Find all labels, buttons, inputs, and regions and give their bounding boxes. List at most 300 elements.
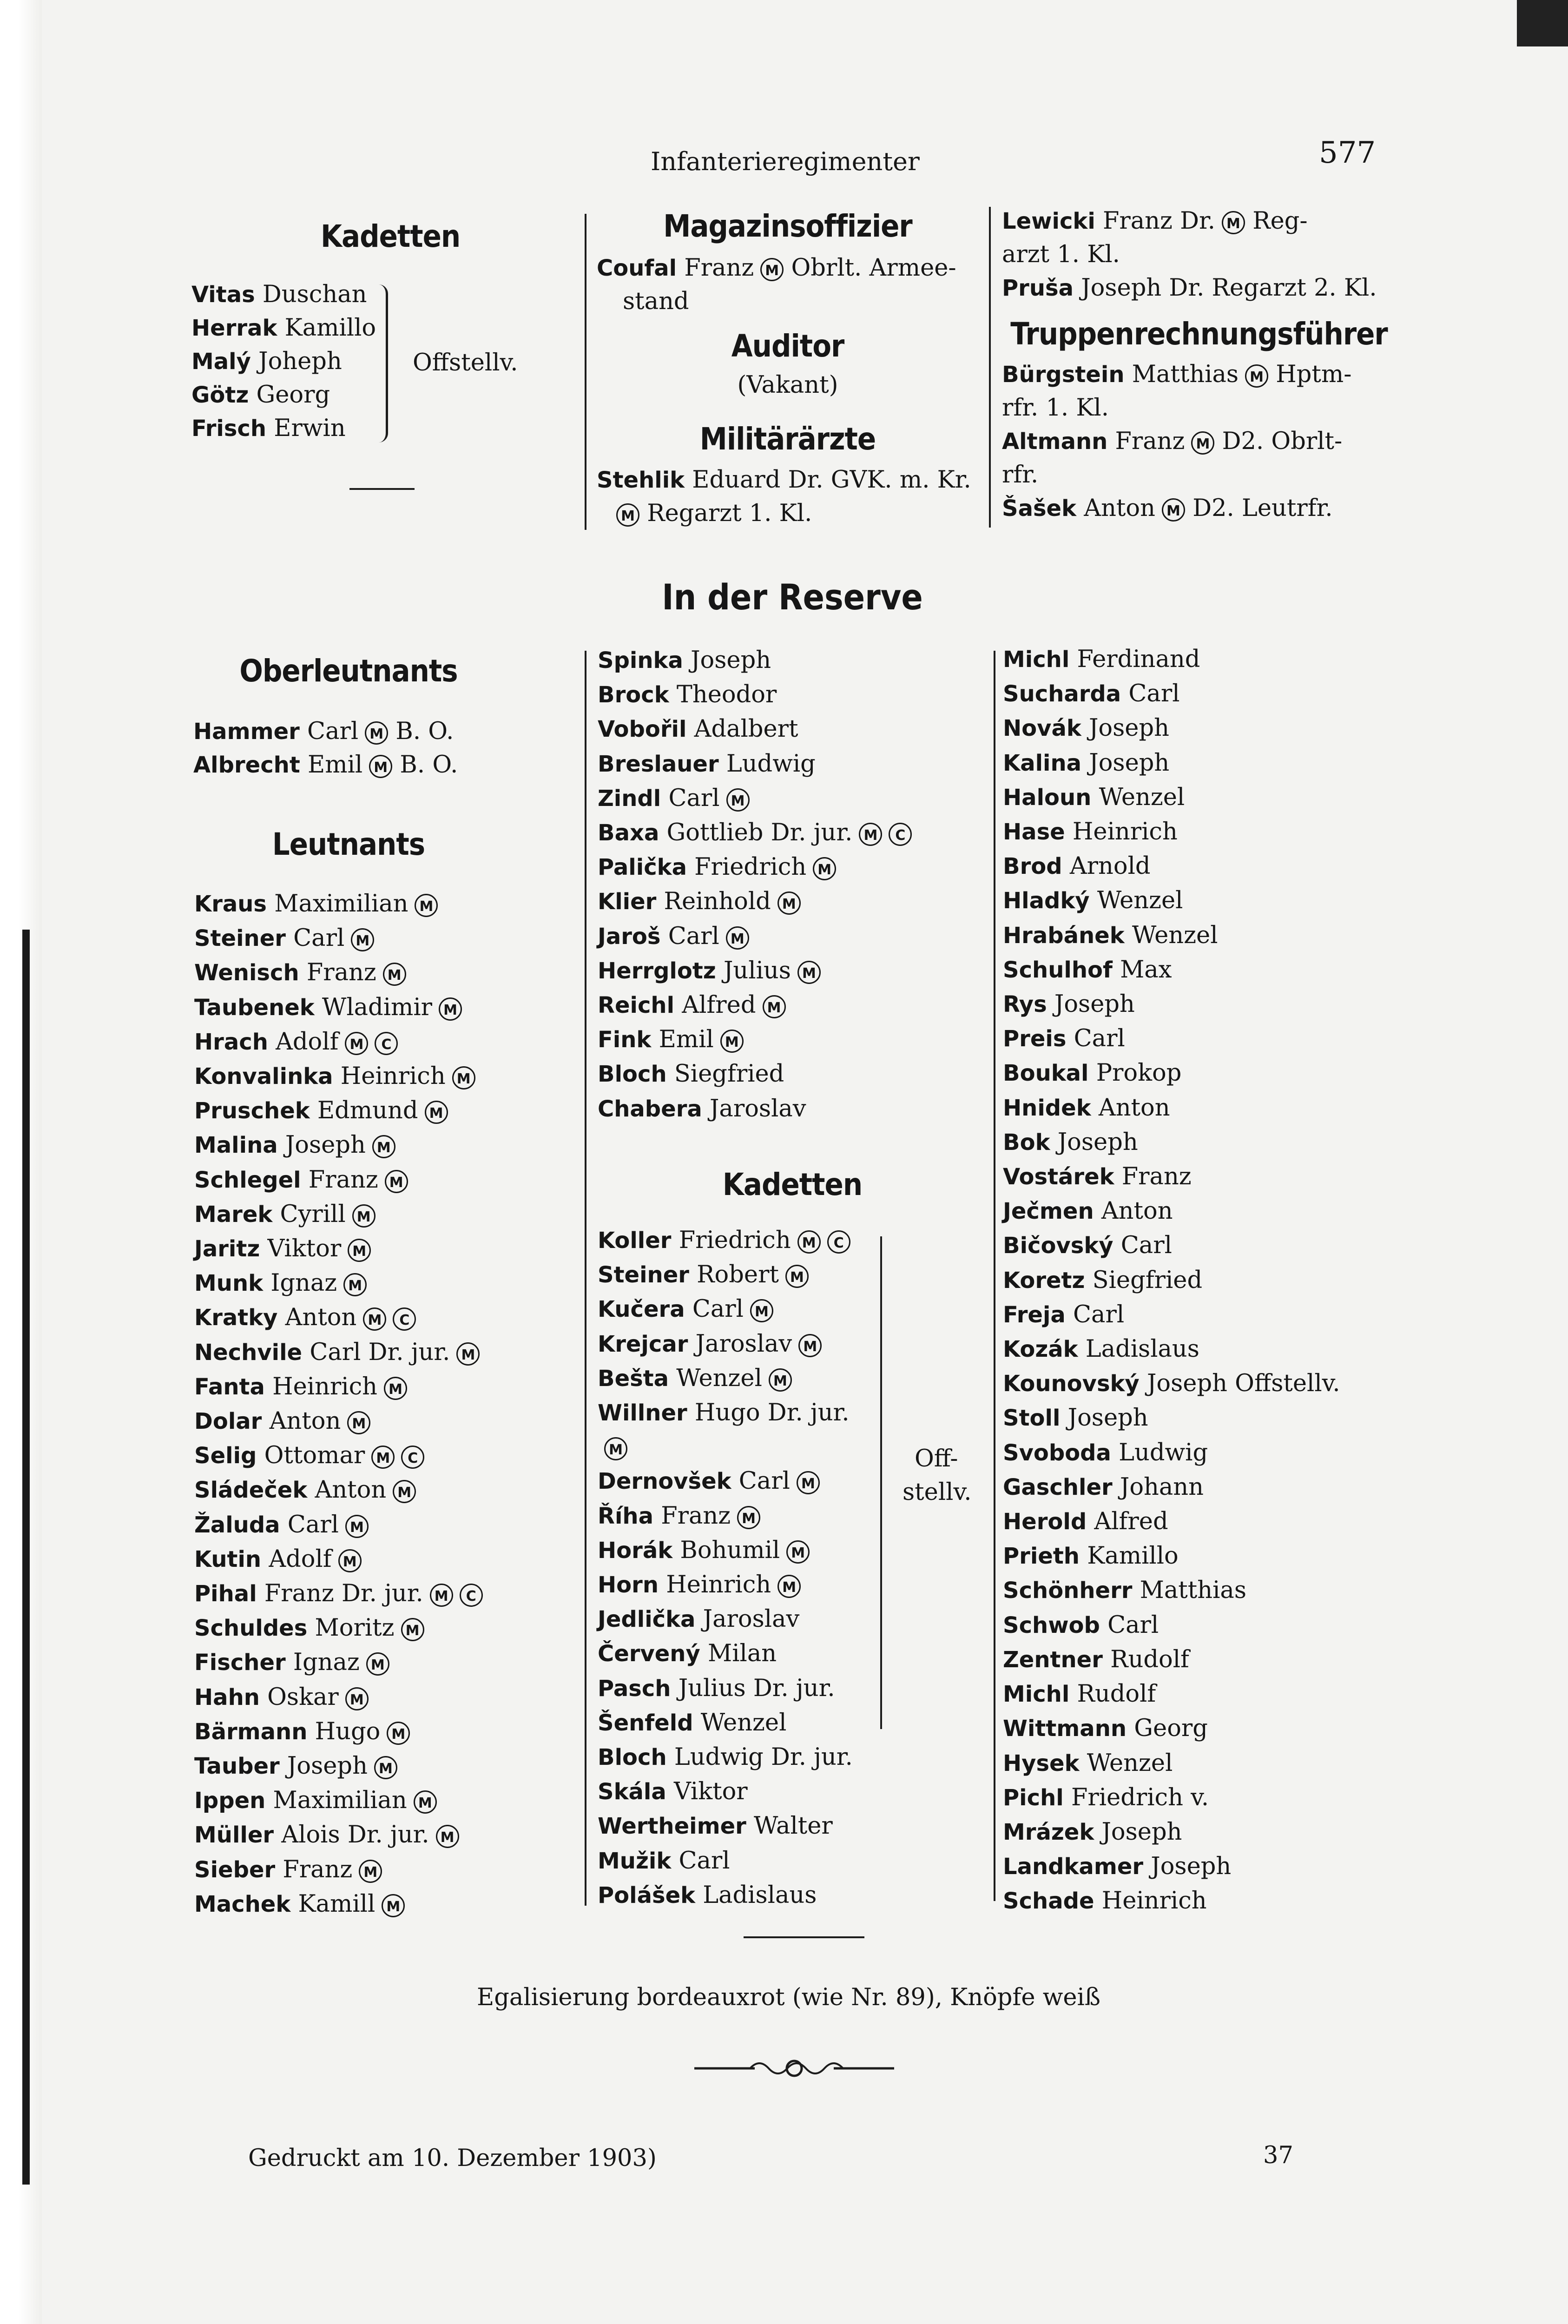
surname: Konvalinka	[194, 1063, 333, 1090]
given-name: Jaroslav	[709, 1095, 806, 1122]
list-item	[194, 1163, 483, 1197]
list-item	[194, 887, 483, 921]
magazine-line-1	[597, 251, 956, 285]
surname: Altmann	[1002, 429, 1108, 455]
surname: Albrecht	[193, 752, 300, 778]
list-item	[1002, 238, 1377, 271]
list-item	[194, 1404, 483, 1439]
surname: Brock	[598, 682, 669, 708]
surname: Ippen	[194, 1788, 266, 1814]
given-name: Joseph	[287, 1752, 368, 1780]
given-name: Gottlieb Dr. jur.	[666, 819, 853, 847]
given-name: Hugo Dr. jur.	[694, 1399, 850, 1427]
given-name: Joseph	[1151, 1853, 1232, 1881]
merit-medal-icon: M	[345, 1515, 369, 1538]
given-name: Ignaz	[293, 1649, 360, 1677]
list-item	[1002, 358, 1352, 391]
given-name: Anton	[1084, 495, 1155, 522]
list-item	[1003, 1643, 1340, 1677]
merit-medal-icon: M	[369, 755, 392, 778]
surname: Pruschek	[194, 1098, 310, 1124]
given-name: Carl	[668, 922, 719, 950]
surname: Hrabánek	[1003, 922, 1125, 949]
surname: Bešta	[598, 1365, 669, 1392]
list-item	[1003, 1677, 1340, 1711]
list-item	[598, 954, 912, 988]
list-item	[598, 1396, 853, 1430]
list-item	[1003, 1470, 1340, 1505]
list-item	[194, 1473, 483, 1507]
given-name: Julius Dr. jur.	[678, 1674, 835, 1702]
surname: Herrglotz	[598, 957, 716, 984]
column-rule	[994, 651, 995, 1901]
cross-medal-icon: C	[889, 823, 912, 846]
merit-medal-icon: M	[345, 1032, 368, 1055]
surname: Fanta	[194, 1373, 265, 1400]
merit-medal-icon: M	[726, 788, 750, 812]
merit-medal-icon: M	[750, 1299, 773, 1322]
given-name: Matthias	[1132, 361, 1239, 388]
surname: Sládeček	[194, 1477, 308, 1504]
surname: Vobořil	[598, 716, 687, 743]
merit-medal-icon: M	[351, 928, 374, 951]
list-item	[194, 1128, 483, 1162]
page-number: 577	[1319, 136, 1376, 170]
section-title-reserve: In der Reserve	[662, 576, 923, 618]
list-item	[598, 885, 912, 919]
given-name: Kamillo	[284, 314, 376, 342]
merit-medal-icon: M	[760, 258, 784, 281]
given-name: Carl	[1128, 680, 1180, 708]
given-name: Joseph	[1054, 990, 1135, 1018]
surname: Bürgstein	[1002, 362, 1125, 388]
list-item	[1003, 987, 1340, 1022]
list-item	[194, 990, 483, 1025]
binding-shadow	[22, 930, 30, 2185]
list-item	[1003, 1505, 1340, 1539]
given-name: Franz	[1121, 1163, 1192, 1191]
merit-medal-icon: M	[720, 1030, 744, 1053]
rank-text: Reg-	[1252, 207, 1308, 235]
given-name: Wenzel	[700, 1709, 787, 1736]
list-item	[598, 919, 912, 954]
merit-medal-icon: M	[769, 1368, 792, 1392]
given-name: Ludwig	[1119, 1439, 1208, 1466]
surname: Pihal	[194, 1581, 257, 1607]
list-item	[194, 1887, 483, 1921]
list-item	[1003, 849, 1340, 884]
given-name: Franz	[684, 254, 754, 282]
given-name: Georg	[1134, 1715, 1208, 1743]
column-rule	[585, 651, 586, 1906]
list-item	[1003, 1884, 1340, 1918]
merit-medal-icon: M	[1245, 364, 1268, 388]
surname: Coufal	[597, 255, 677, 281]
surname: Michl	[1003, 647, 1070, 673]
surname: Horn	[598, 1572, 659, 1598]
merit-medal-icon: M	[786, 1540, 810, 1564]
list-item	[1003, 1056, 1340, 1090]
list-item	[598, 816, 912, 850]
merit-medal-icon: M	[430, 1584, 453, 1607]
list-item	[1003, 1849, 1340, 1884]
given-name: Wenzel	[1099, 783, 1185, 811]
right-medical-list	[1002, 205, 1377, 305]
surname: Kučera	[598, 1296, 685, 1323]
list-item	[598, 1706, 853, 1740]
list-item	[194, 1335, 483, 1370]
medical-line-2	[616, 496, 812, 530]
given-name: Heinrich	[340, 1063, 446, 1090]
surname: Červený	[598, 1641, 700, 1667]
list-item	[194, 1059, 483, 1094]
given-name: Anton	[269, 1407, 341, 1435]
surname: Pruša	[1002, 275, 1074, 301]
given-name: Alois Dr. jur.	[281, 1821, 429, 1849]
scan-edge	[0, 0, 42, 2324]
list-item	[598, 781, 912, 816]
list-item	[194, 1094, 483, 1128]
section-title-oberleutnants: Oberleutnants	[239, 653, 458, 689]
given-name: Joseph	[1101, 1818, 1182, 1846]
list-item	[194, 956, 483, 990]
surname: Chabera	[598, 1096, 702, 1122]
list-item	[1003, 780, 1340, 815]
accounting-list	[1002, 358, 1352, 525]
surname: Boukal	[1003, 1060, 1089, 1087]
list-item	[1003, 1125, 1340, 1160]
given-name: Viktor	[673, 1778, 748, 1806]
list-item	[194, 1025, 483, 1059]
surname: Dernovšek	[598, 1468, 731, 1495]
given-name: rfr.	[1002, 461, 1039, 489]
list-item	[1002, 205, 1377, 238]
list-item	[1003, 1401, 1340, 1435]
surname: Žaluda	[194, 1512, 280, 1538]
given-name: Heinrich	[666, 1571, 771, 1599]
surname: Mrázek	[1003, 1819, 1094, 1845]
surname: Stehlik	[597, 467, 685, 493]
section-title-magazine: Magazinsoffizier	[663, 208, 912, 244]
list-item	[1003, 884, 1340, 918]
merit-medal-icon: M	[415, 894, 438, 917]
list-item	[598, 678, 912, 712]
given-name: Emil	[307, 751, 363, 779]
given-name: Adolf	[276, 1028, 339, 1056]
given-name: Siegfried	[1092, 1266, 1203, 1294]
given-name: Emil	[659, 1026, 714, 1054]
list-item	[194, 1266, 483, 1301]
merit-medal-icon: M	[813, 857, 836, 880]
merit-medal-icon: M	[345, 1687, 369, 1710]
list-item	[598, 850, 912, 885]
list-item	[1003, 953, 1340, 987]
magazine-line-2: stand	[623, 288, 689, 315]
group-brace	[372, 284, 388, 442]
given-name: Wenzel	[1097, 887, 1183, 915]
surname: Kozák	[1003, 1336, 1078, 1363]
surname: Hase	[1003, 819, 1065, 845]
given-name: Franz Dr. jur.	[264, 1580, 423, 1608]
given-name: Ludwig Dr. jur.	[674, 1743, 853, 1771]
list-item	[1003, 1228, 1340, 1263]
list-item	[598, 1258, 853, 1292]
list-item	[1003, 1573, 1340, 1608]
list-item	[193, 715, 458, 748]
given-name: Duschan	[262, 281, 367, 308]
list-item	[598, 1464, 853, 1499]
given-name: Rudolf	[1110, 1645, 1189, 1673]
given-name: Joseph	[1067, 1404, 1148, 1432]
given-name: Anton	[1101, 1197, 1173, 1225]
given-name: Carl	[293, 924, 345, 952]
merit-medal-icon: M	[384, 1377, 407, 1400]
given-name: Max	[1120, 956, 1172, 984]
list-item	[1003, 1539, 1340, 1573]
cadets-note-2: stellv.	[903, 1479, 972, 1506]
group-bracket	[880, 1236, 882, 1729]
given-name: Rudolf	[1077, 1680, 1156, 1708]
list-item	[598, 1361, 853, 1396]
surname: Wenisch	[194, 960, 299, 986]
merit-medal-icon: M	[797, 1230, 821, 1254]
list-item	[1003, 1781, 1340, 1815]
surname: Spinka	[598, 647, 683, 673]
surname: Freja	[1003, 1301, 1066, 1328]
list-item	[1002, 492, 1352, 525]
given-name: Siegfried	[674, 1060, 784, 1088]
list-item	[1003, 1815, 1340, 1849]
list-item	[1003, 1746, 1340, 1781]
reserve-cadets-list	[598, 1223, 853, 1913]
merit-medal-icon: M	[726, 926, 749, 950]
given-name: Ladislaus	[703, 1881, 817, 1909]
list-item	[1003, 1298, 1340, 1332]
given-name: Friedrich	[679, 1227, 791, 1254]
divider	[349, 488, 415, 490]
section-title-accounting: Truppenrechnungsführer	[1010, 316, 1388, 352]
list-item	[1003, 746, 1340, 780]
given-name: Carl Dr. jur.	[310, 1338, 450, 1366]
given-name: Wladimir	[322, 993, 433, 1021]
given-name: Kamill	[298, 1890, 376, 1918]
surname: Hysek	[1003, 1750, 1080, 1776]
list-item	[1003, 1436, 1340, 1470]
given-name: Heinrich	[272, 1373, 378, 1400]
surname: Stoll	[1003, 1405, 1061, 1432]
list-item	[194, 1301, 483, 1335]
given-name: Alfred	[682, 991, 756, 1019]
list-item	[598, 1430, 853, 1464]
given-name: Joseph	[1146, 1370, 1227, 1398]
list-item	[1003, 1332, 1340, 1367]
list-item	[598, 1568, 853, 1602]
list-item	[194, 1680, 483, 1715]
given-name: Theodor	[676, 681, 777, 709]
list-item	[1003, 711, 1340, 746]
list-item	[598, 1533, 853, 1568]
given-name: Robert	[697, 1261, 779, 1289]
sheet-number: 37	[1263, 2142, 1293, 2169]
list-item	[194, 1370, 483, 1404]
given-name: Edmund	[317, 1097, 418, 1125]
given-name: Ludwig	[726, 750, 816, 778]
list-item	[1003, 1711, 1340, 1746]
surname: Ječmen	[1003, 1198, 1094, 1225]
surname: Munk	[194, 1270, 264, 1297]
surname: Schade	[1003, 1888, 1094, 1915]
given-name: Arnold	[1069, 852, 1151, 880]
surname: Zindl	[598, 785, 661, 812]
given-name: Joseph	[1088, 714, 1169, 742]
rank-text: Offstellv.	[1235, 1370, 1340, 1398]
surname: Bičovský	[1003, 1233, 1113, 1259]
surname: Schuldes	[194, 1615, 308, 1642]
given-name: Anton	[285, 1304, 357, 1332]
list-item	[194, 1853, 483, 1887]
surname: Müller	[194, 1822, 274, 1849]
facings-note: Egalisierung bordeauxrot (wie Nr. 89), Knöpfe weiß	[477, 1984, 1100, 2011]
merit-medal-icon: M	[737, 1506, 760, 1529]
list-item	[598, 1602, 853, 1637]
surname: Machek	[194, 1891, 291, 1917]
merit-medal-icon: M	[383, 963, 406, 986]
list-item	[1002, 271, 1377, 305]
surname: Herrak	[191, 315, 277, 341]
list-item	[191, 311, 376, 345]
surname: Lewicki	[1002, 208, 1095, 234]
given-name: Walter	[754, 1812, 833, 1840]
list-item	[1002, 458, 1352, 492]
given-name: Georg	[256, 381, 330, 409]
surname: Bloch	[598, 1061, 667, 1088]
merit-medal-icon: M	[797, 1471, 820, 1494]
surname: Bok	[1003, 1129, 1050, 1155]
list-item	[598, 1844, 853, 1878]
rank-text: Regarzt 1. Kl.	[647, 500, 812, 527]
merit-medal-icon: M	[1222, 211, 1245, 234]
list-item	[194, 1232, 483, 1266]
surname: Frisch	[191, 416, 267, 442]
surname: Palička	[598, 854, 687, 881]
given-name: Carl	[1107, 1611, 1159, 1639]
list-item	[598, 1499, 853, 1533]
list-item	[194, 1577, 483, 1611]
given-name: Adolf	[269, 1545, 332, 1573]
merit-medal-icon: M	[393, 1480, 416, 1503]
merit-medal-icon: M	[859, 823, 882, 846]
given-name: Ottomar	[264, 1442, 365, 1470]
merit-medal-icon: M	[439, 997, 462, 1021]
list-item	[191, 378, 376, 412]
given-name: Ignaz	[270, 1269, 337, 1297]
given-name: Hugo	[315, 1717, 381, 1745]
list-item	[193, 748, 458, 782]
list-item	[598, 1223, 853, 1258]
merit-medal-icon: M	[797, 961, 821, 984]
given-name: Maximilian	[273, 1787, 407, 1815]
merit-medal-icon: M	[777, 891, 801, 915]
cross-medal-icon: C	[401, 1446, 424, 1469]
surname: Götz	[191, 382, 249, 408]
given-name: Anton	[315, 1476, 387, 1504]
merit-medal-icon: M	[798, 1334, 822, 1357]
surname: Wittmann	[1003, 1716, 1127, 1742]
list-item	[1003, 918, 1340, 953]
column-rule	[585, 214, 586, 530]
merit-medal-icon: M	[347, 1411, 370, 1434]
section-title-medical: Militärärzte	[699, 421, 876, 457]
right-reserve-list	[1003, 642, 1340, 1919]
given-name: Wenzel	[1132, 921, 1218, 949]
surname: Willner	[598, 1400, 687, 1426]
list-item	[1002, 425, 1352, 458]
surname: Malina	[194, 1132, 278, 1159]
surname: Mužik	[598, 1848, 672, 1874]
surname: Šenfeld	[598, 1710, 693, 1736]
given-name: Bohumil	[680, 1536, 780, 1564]
surname: Vitas	[191, 282, 255, 308]
given-name: Jaroslav	[703, 1605, 800, 1633]
surname: Preis	[1003, 1026, 1067, 1052]
list-item	[1003, 1608, 1340, 1643]
surname: Sucharda	[1003, 681, 1121, 707]
list-item	[598, 1092, 912, 1126]
rank-suffix: B. O.	[400, 751, 458, 779]
reserve-list	[598, 643, 912, 1126]
given-name: Wenzel	[676, 1364, 762, 1392]
given-name: Milan	[707, 1640, 777, 1668]
surname: Koller	[598, 1228, 672, 1254]
given-name: Reinhold	[664, 888, 771, 916]
given-name: Viktor	[267, 1235, 342, 1263]
surname: Novák	[1003, 715, 1081, 742]
section-title-leutnants: Leutnants	[272, 826, 425, 862]
list-item	[598, 1878, 853, 1913]
oberleutnants-list	[193, 715, 458, 782]
surname: Steiner	[598, 1262, 689, 1288]
section-title-kadetten: Kadetten	[321, 218, 461, 254]
given-name: Matthias	[1140, 1577, 1246, 1604]
surname: Kraus	[194, 891, 267, 917]
surname: Hnidek	[1003, 1095, 1091, 1121]
given-name: Friedrich v.	[1071, 1783, 1209, 1811]
rank-text: D2. Leutrfr.	[1192, 495, 1333, 522]
surname: Pasch	[598, 1675, 671, 1702]
merit-medal-icon: M	[1162, 498, 1185, 522]
list-item	[598, 988, 912, 1023]
merit-medal-icon: M	[338, 1549, 362, 1572]
surname: Horák	[598, 1537, 673, 1564]
given-name: Franz	[306, 959, 376, 987]
merit-medal-icon: M	[436, 1825, 459, 1848]
list-item	[194, 1645, 483, 1680]
merit-medal-icon: M	[763, 995, 786, 1018]
given-name: Carl	[692, 1295, 744, 1323]
surname: Taubenek	[194, 994, 315, 1021]
ornament-icon	[694, 2054, 894, 2082]
surname: Jaritz	[194, 1236, 260, 1262]
list-item	[1003, 642, 1340, 677]
list-item	[191, 345, 376, 378]
merit-medal-icon: M	[382, 1894, 405, 1917]
merit-medal-icon: M	[785, 1265, 809, 1288]
list-item	[1003, 1091, 1340, 1125]
surname: Bärmann	[194, 1718, 308, 1745]
given-name: Franz	[661, 1502, 731, 1530]
list-item	[598, 1775, 853, 1809]
list-item	[598, 1327, 853, 1361]
